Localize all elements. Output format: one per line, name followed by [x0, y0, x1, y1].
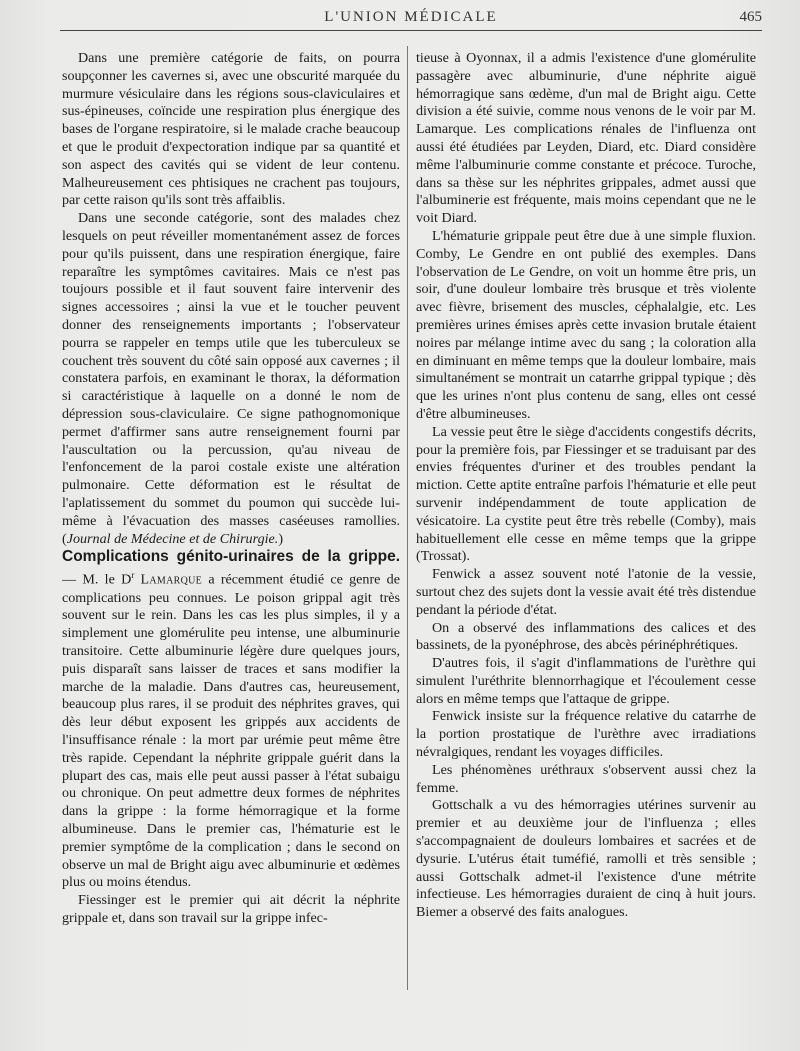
paragraph-cavernes-1: Dans une première catégorie de faits, on pourra soupçonner les cavernes si, avec une obscurité marquée du murmure vésiculaire dans les régions sous-claviculaires et sus-épineuses, coïncide une respiration plus énergique des bases de l'organe respiratoire, si le malade crache beaucoup et que le produit d'expectoration indique par sa quantité et son aspect des cavités qui se vident de leur contenu. Malheureusement ces phtisiques ne crachent pas toujours, par cette raison qu'ils sont très affaiblis. — [62, 50, 400, 209]
left-column — [62, 50, 400, 990]
paragraph-text: a récemment étudié ce genre de complications peu connues. Le poison grippal agit très souvent sur le rein. Dans les cas les plus simples, il y a simplement une glomérulite peu intense, une albuminurie transitoire. Cette albuminurie légère dure quelques jours, puis disparaît sans laisser de traces et sans modifier la marche de la maladie. Dans d'autres cas, heureusement, beaucoup plus rares, il se produit des néphrites graves, qui dès leur début exposent les grippés aux accidents de l'insuffisance rénale : la mort par urémie peut même être très rapide. Cependant la néphrite grippale guérit dans la plupart des cas, mais elle peut aussi passer à l'état subaigu ou chronique. On peut admettre deux formes de néphrites dans la grippe : la forme hémorragique et la forme albumineuse. Dans le premier cas, l'hématurie est le premier symptôme de la complication ; dans le second on observe un mal de Bright aigu avec albuminurie et œdèmes plus ou moins étendus. — [62, 571, 400, 891]
paragraph-vessie: La vessie peut être le siège d'accidents congestifs décrits, pour la première fois, par Fiessinger et se traduisant par des envies fréquentes d'uriner et des troubles pendant la miction. Cette aptite entraîne parfois l'hématurie et elle peut survenir indépendamment de toute application de vésicatoire. La cystite peut être très rebelle (Comby), mais habituellement elle cesse en même temps que la grippe (Trossat). — [416, 423, 756, 565]
column-divider — [407, 46, 408, 990]
paragraph-calices: On a observé des inflammations des calices et des bassinets, de la pyonéphrose, des abcès périnéphrétiques. — [416, 619, 756, 654]
running-title: L'UNION MÉDICALE — [324, 9, 498, 25]
section-heading: Complications génito-urinaires de la grippe. — [62, 548, 400, 566]
paragraph-hematurie: L'hématurie grippale peut être due à une simple fluxion. Comby, Le Gendre en ont publié des exemples. Dans l'observation de Le Gendre, on voit un homme être pris, un soir, d'une douleur lombaire très brusque et très violente avec fièvre, brisement des muscles, céphalalgie, etc. Les premières urines émises après cette invasion brutale étaient noires par mélange intime avec du sang ; la coloration alla en diminuant en même temps que la douleur lombaire, mais simultanément se montrait un catarrhe grippal typique ; dès que les urines n'ont plus contenu de sang, elles ont cessé d'être albumineuses. — [416, 227, 756, 422]
paragraph-atonie: Fenwick a assez souvent noté l'atonie de la vessie, surtout chez des sujets dont la vessie avait été très distendue pendant la période d'état. — [416, 566, 756, 618]
paragraph-gottschalk: Gottschalk a vu des hémorragies utérines survenir au premier et au deuxième jour de l'influenza ; elles s'accompagnaient de douleurs lombaires et sacrées et de dysurie. L'utérus était tuméfié, ramolli et très sensible ; aussi Gottschalk admet-il l'existence d'une métrite infectieuse. Les hémorragies duraient de cinq à huit jours. Biemer a observé des faits analogues. — [416, 797, 756, 921]
paragraph-text-end: ) — [278, 530, 284, 547]
source-citation: Journal de Médecine et de Chirurgie. — [66, 530, 279, 547]
paragraph-text: Dans une seconde catégorie, sont des malades chez lesquels on peut réveiller momentanément assez de forces pour qu'ils puissent, dans une respiration énergique, faire reparaître les symptômes cavitaires. Mais ce n'est pas toujours possible et il faut souvent faire intervenir des signes accessoires ; ainsi la vue et le toucher peuvent donner des renseignements importants ; l'observateur pourra se rappeler en temps utile que les tuberculeux se couchent très souvent du côté sain opposé aux cavernes ; il constatera parfois, en examinant le thorax, la déformation si caractéristique à laquelle on a donné le nom de dépression sous-claviculaire. Ce signe pathognomonique permet d'affirmer sans autre renseignement fourni par l'auscultation ou la percussion, qu'au niveau de l'enfoncement de la paroi costale existe une altération pulmonaire. Cette déformation est le résultat de l'aplatissement du sommet du poumon qui succède lui-même à l'évacuation des masses caséeuses ramollies. ( — [62, 210, 400, 547]
paragraph-prostatique: Fenwick insiste sur la fréquence relative du catarrhe de la portion prostatique de l'urèthre avec irradiations névralgiques, rendant les voyages difficiles. — [416, 708, 756, 761]
paragraph-urethre: D'autres fois, il s'agit d'inflammations de l'urèthre qui simulent l'uréthrite blennorrhagique et l'écoulement cesse alors en même temps que l'attaque de grippe. — [416, 655, 756, 707]
paragraph-cavernes-2 — [62, 210, 400, 548]
paragraph-continued: tieuse à Oyonnax, il a admis l'existence d'une glomérulite passagère avec albuminurie, d'une néphrite aiguë hémorragique sans œdème, d'un mal de Bright aigu. Cette division a été suivie, comme nous venons de le voir par M. Lamarque. Les complications rénales de l'influenza ont aussi été étudiées par Leyden, Diard, etc. Diard considère même l'albuminurie comme constante et précoce. Turoche, dans sa thèse sur les néphrites grippales, admet aussi que l'albuminerie est fréquente, mais moins cependant que ne le voit Diard. — [416, 50, 756, 227]
paragraph-femme: Les phénomènes uréthraux s'observent aussi chez la femme. — [416, 761, 756, 796]
page-header — [60, 8, 762, 31]
author-name: Lamarque — [140, 571, 203, 588]
right-column — [416, 50, 756, 990]
paragraph-fiessinger: Fiessinger est le premier qui ait décrit la néphrite grippale et, dans son travail sur la grippe infec- — [62, 892, 400, 926]
doctor-abbrev-sup: r — [131, 570, 135, 581]
page-number: 465 — [739, 9, 762, 25]
paragraph-lead: — M. le D — [62, 571, 132, 588]
